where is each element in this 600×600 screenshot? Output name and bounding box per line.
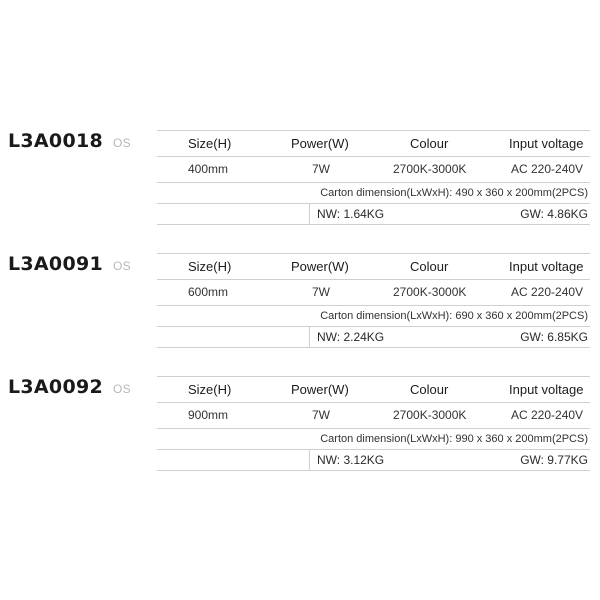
spec-data-row: [157, 403, 590, 429]
spec-header-row: [157, 376, 590, 403]
weight-row: [157, 450, 590, 471]
carton-row: [157, 183, 590, 204]
divider: [309, 450, 310, 470]
model-code: L3A0091: [8, 253, 104, 275]
product-block-l3a0018: [0, 130, 600, 255]
gross-weight: GW: 6.85KG: [520, 330, 588, 344]
divider: [309, 327, 310, 347]
header-colour: Colour: [410, 382, 449, 397]
divider: [309, 204, 310, 224]
carton-dimension: Carton dimension(LxWxH): 990 x 360 x 200mm(2PCS): [320, 433, 588, 445]
value-size: 600mm: [188, 285, 229, 299]
header-voltage: Input voltage: [509, 136, 584, 151]
carton-row: [157, 306, 590, 327]
spec-data-row: [157, 157, 590, 183]
product-block-l3a0091: [0, 253, 600, 378]
model-number: [8, 253, 131, 275]
value-colour: 2700K-3000K: [393, 285, 467, 299]
value-voltage: AC 220-240V: [511, 162, 584, 176]
spec-header-row: [157, 253, 590, 280]
net-weight: NW: 3.12KG: [317, 453, 385, 467]
carton-row: [157, 429, 590, 450]
spec-table: [157, 130, 590, 225]
value-size: 400mm: [188, 162, 229, 176]
header-colour: Colour: [410, 136, 449, 151]
net-weight: NW: 2.24KG: [317, 330, 385, 344]
model-number: [8, 130, 131, 152]
header-colour: Colour: [410, 259, 449, 274]
header-size: Size(H): [188, 382, 232, 397]
value-colour: 2700K-3000K: [393, 408, 467, 422]
model-suffix: OS: [113, 136, 131, 150]
value-voltage: AC 220-240V: [511, 408, 584, 422]
product-block-l3a0092: [0, 376, 600, 501]
model-code: L3A0092: [8, 376, 104, 398]
model-suffix: OS: [113, 382, 131, 396]
model-suffix: OS: [113, 259, 131, 273]
value-colour: 2700K-3000K: [393, 162, 467, 176]
header-voltage: Input voltage: [509, 382, 584, 397]
gross-weight: GW: 9.77KG: [520, 453, 588, 467]
header-power: Power(W): [291, 259, 349, 274]
weight-row: [157, 327, 590, 348]
value-size: 900mm: [188, 408, 229, 422]
spec-table: [157, 376, 590, 471]
carton-dimension: Carton dimension(LxWxH): 490 x 360 x 200mm(2PCS): [320, 187, 588, 199]
carton-dimension: Carton dimension(LxWxH): 690 x 360 x 200mm(2PCS): [320, 310, 588, 322]
header-power: Power(W): [291, 382, 349, 397]
model-code: L3A0018: [8, 130, 104, 152]
model-number: [8, 376, 131, 398]
spec-header-row: [157, 130, 590, 157]
spec-data-row: [157, 280, 590, 306]
header-power: Power(W): [291, 136, 349, 151]
header-size: Size(H): [188, 136, 232, 151]
value-power: 7W: [312, 408, 330, 422]
header-voltage: Input voltage: [509, 259, 584, 274]
spec-table: [157, 253, 590, 348]
net-weight: NW: 1.64KG: [317, 207, 385, 221]
header-size: Size(H): [188, 259, 232, 274]
gross-weight: GW: 4.86KG: [520, 207, 588, 221]
value-power: 7W: [312, 285, 330, 299]
value-voltage: AC 220-240V: [511, 285, 584, 299]
value-power: 7W: [312, 162, 330, 176]
weight-row: [157, 204, 590, 225]
